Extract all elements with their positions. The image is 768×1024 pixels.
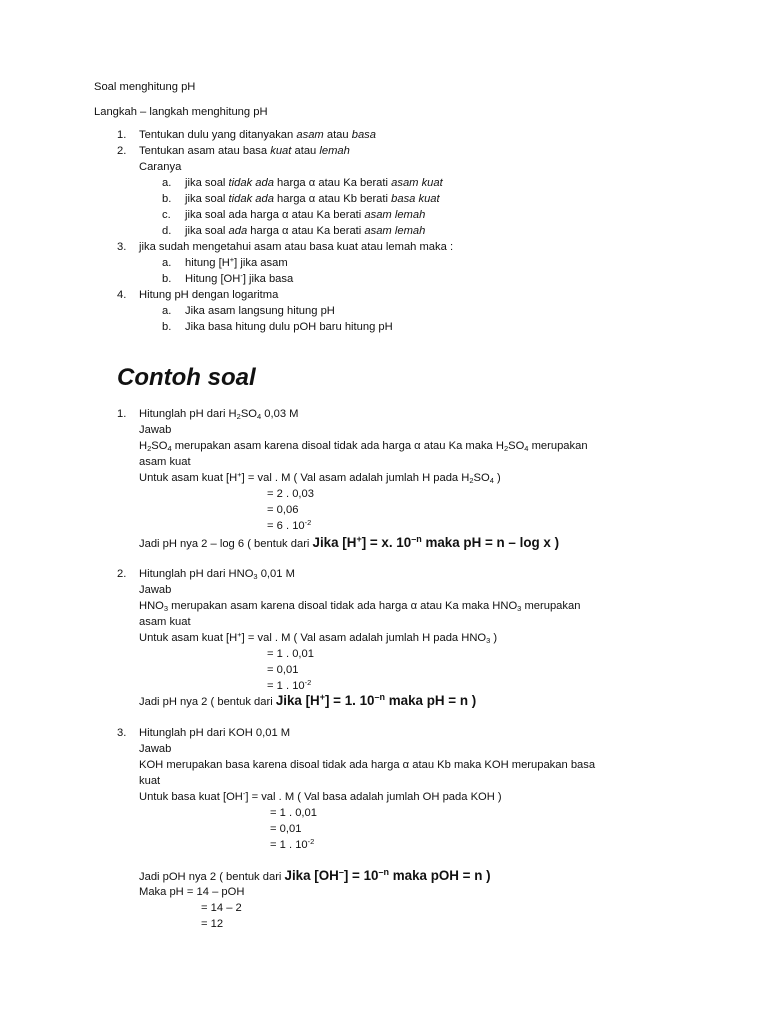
example-2-formula: Untuk asam kuat [H+] = val . M ( Val asam adalah jumlah H pada $HNO_3$ ) [139, 630, 498, 645]
step-4b-text: Jika basa hitung dulu pOH baru hitung pH [185, 321, 393, 333]
step-3-number: 3. [117, 241, 127, 253]
step-4-number: 4. [117, 289, 127, 301]
example-3-result: Jadi pOH nya 2 ( bentuk dari Jika $[OH^-] = 10^{-n}$ maka pOH = n ) [139, 867, 491, 883]
example-2-step-2: = 0,01 [267, 664, 299, 676]
example-1-formula: Untuk asam kuat [H+] = val . M ( Val asam adalah jumlah H pada $H_2SO_4$ ) [139, 470, 501, 485]
step-2d-number: d. [162, 225, 172, 237]
example-3-step-2: = 0,01 [270, 823, 302, 835]
example-2-number: 2. [117, 568, 127, 580]
step-2d-text: jika soal ada harga α atau Ka berati asam lemah [185, 225, 426, 237]
example-2-result: Jadi pH nya 2 ( bentuk dari Jika [H+] = 1. $10^{-n}$ maka pH = n ) [139, 692, 477, 708]
example-3-formula: Untuk basa kuat [OH-] = val . M ( Val basa adalah jumlah OH pada KOH ) [139, 789, 502, 803]
step-2b-number: b. [162, 193, 172, 205]
step-3b-number: b. [162, 273, 172, 285]
example-3-ph-line-2: = 14 – 2 [201, 902, 242, 914]
step-4-text: Hitung pH dengan logaritma [139, 289, 279, 301]
example-3-explanation-cont: kuat [139, 775, 161, 787]
examples-heading: Contoh soal [117, 364, 256, 391]
step-2-text: Tentukan asam atau basa kuat atau lemah [139, 145, 350, 157]
example-2-step-1: = 1 . 0,01 [267, 648, 314, 660]
step-2c-number: c. [162, 209, 171, 221]
example-3-step-1: = 1 . 0,01 [270, 807, 317, 819]
step-2a-number: a. [162, 177, 172, 189]
step-4a-text: Jika asam langsung hitung pH [185, 305, 335, 317]
steps-title: Langkah – langkah menghitung pH [94, 106, 268, 118]
example-3-explanation: KOH merupakan basa karena disoal tidak ada harga α atau Kb maka KOH merupakan basa [139, 759, 596, 771]
example-1-step-1: = 2 . 0,03 [267, 488, 314, 500]
example-3-ph-line-3: = 12 [201, 918, 224, 930]
step-4b-number: b. [162, 321, 172, 333]
step-4a-number: a. [162, 305, 172, 317]
example-3-number: 3. [117, 727, 127, 739]
example-3-jawab: Jawab [139, 743, 172, 755]
example-1-jawab: Jawab [139, 424, 172, 436]
example-2-step-3: = 1 . $10^{-2}$ [267, 678, 312, 692]
step-3-text: jika sudah mengetahui asam atau basa kuat atau lemah maka : [139, 241, 454, 253]
example-2-jawab: Jawab [139, 584, 172, 596]
example-2-explanation-cont: asam kuat [139, 616, 191, 628]
step-1-number: 1. [117, 129, 127, 141]
document-title: Soal menghitung pH [94, 81, 196, 93]
step-2-caranya: Caranya [139, 161, 182, 173]
example-1-number: 1. [117, 408, 127, 420]
example-3-step-3: = 1 . $10^{-2}$ [270, 837, 315, 851]
example-1-explanation-cont: asam kuat [139, 456, 191, 468]
step-3a-number: a. [162, 257, 172, 269]
step-2a-text: jika soal tidak ada harga α atau Ka berati asam kuat [185, 177, 443, 189]
example-1-step-2: = 0,06 [267, 504, 299, 516]
step-3b-text: Hitung [OH-] jika basa [185, 271, 294, 285]
step-2-number: 2. [117, 145, 127, 157]
example-1-result: Jadi pH nya 2 – log 6 ( bentuk dari Jika [H+] = x. $10^{-n}$ maka pH = n – log x ) [139, 534, 560, 550]
example-1-step-3: = 6 . $10^{-2}$ [267, 518, 312, 532]
example-1-explanation: $H_2SO_4$ merupakan asam karena disoal tidak ada harga α atau Ka maka $H_2SO_4$ merupakan [139, 440, 588, 453]
example-2-explanation: $HNO_3$ merupakan asam karena disoal tidak ada harga α atau Ka maka $HNO_3$ merupakan [139, 600, 581, 613]
step-1-text: Tentukan dulu yang ditanyakan asam atau basa [139, 129, 376, 141]
example-3-ph-line-1: Maka pH = 14 – pOH [139, 886, 245, 898]
example-3-question: Hitunglah pH dari KOH 0,01 M [139, 727, 291, 739]
step-2c-text: jika soal ada harga α atau Ka berati asam lemah [185, 209, 426, 221]
step-3a-text: hitung [H+] jika asam [185, 255, 288, 269]
step-2b-text: jika soal tidak ada harga α atau Kb berati basa kuat [185, 193, 440, 205]
example-2-question: Hitunglah pH dari $HNO_3$ 0,01 M [139, 568, 295, 581]
example-1-question: Hitunglah pH dari $H_2SO_4$ 0,03 M [139, 408, 299, 421]
